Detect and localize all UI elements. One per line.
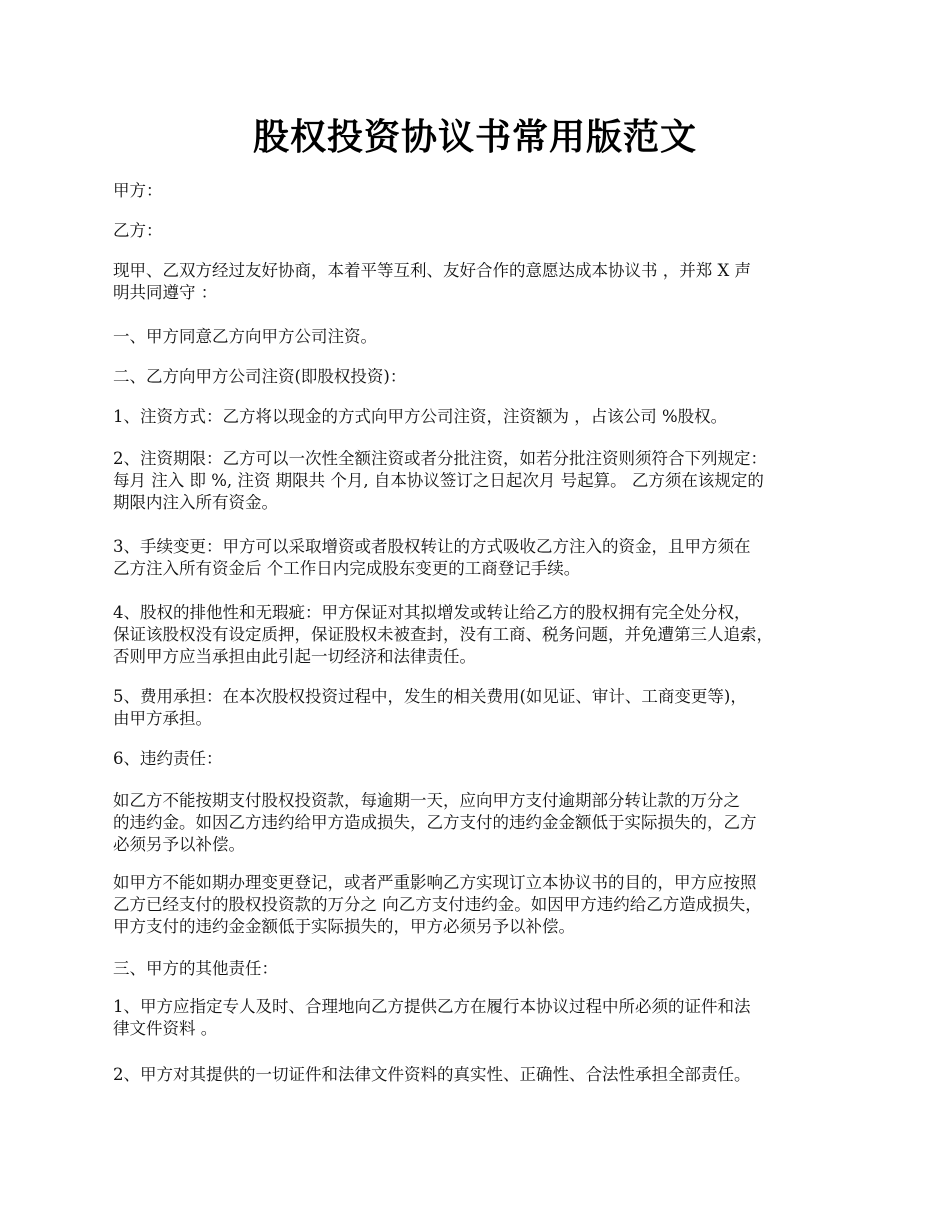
paragraph-party-a bbox=[113, 180, 853, 202]
text-line: 二、乙方向甲方公司注资(即股权投资)： bbox=[113, 367, 407, 386]
paragraph-clause-2-6-a bbox=[113, 790, 853, 856]
text-line: 如乙方不能按期支付股权投资款，每逾期一天，应向甲方支付逾期部分转让款的万分之 bbox=[113, 791, 740, 810]
text-line: 期限内注入所有资金。 bbox=[113, 493, 278, 512]
text-line: 一、甲方同意乙方向甲方公司注资。 bbox=[113, 327, 377, 346]
paragraph-clause-3-1 bbox=[113, 996, 853, 1040]
paragraph-clause-3 bbox=[113, 958, 853, 980]
text-line: 每月 注入 即 %, 注资 期限共 个月, 自本协议签订之日起次月 号起算。 乙方须在该规定的 bbox=[113, 471, 764, 490]
paragraph-clause-1 bbox=[113, 326, 853, 348]
paragraph-clause-2 bbox=[113, 366, 853, 388]
document-title: 股权投资协议书常用版范文 bbox=[252, 116, 697, 158]
text-line: 3、手续变更：甲方可以采取增资或者股权转让的方式吸收乙方注入的资金，且甲方须在 bbox=[113, 537, 751, 556]
text-line: 如甲方不能如期办理变更登记，或者严重影响乙方实现订立本协议书的目的，甲方应按照 bbox=[113, 873, 757, 892]
paragraph-clause-2-3 bbox=[113, 536, 853, 580]
text-line: 1、甲方应指定专人及时、合理地向乙方提供乙方在履行本协议过程中所必须的证件和法 bbox=[113, 997, 751, 1016]
text-line: 乙方： bbox=[113, 221, 163, 240]
paragraph-clause-2-5 bbox=[113, 686, 853, 730]
text-line: 1、注资方式：乙方将以现金的方式向甲方公司注资，注资额为 ，占该公司 %股权。 bbox=[113, 407, 728, 426]
text-line: 乙方注入所有资金后 个工作日内完成股东变更的工商登记手续。 bbox=[113, 559, 581, 578]
paragraph-party-b bbox=[113, 220, 853, 242]
paragraph-clause-2-4 bbox=[113, 602, 853, 668]
text-line: 保证该股权没有设定质押，保证股权未被查封，没有工商、税务问题，并免遭第三人追索， bbox=[113, 625, 773, 644]
paragraph-clause-2-6 bbox=[113, 748, 853, 770]
paragraph-preamble bbox=[113, 260, 853, 304]
paragraph-clause-2-6-b bbox=[113, 872, 853, 938]
text-line: 否则甲方应当承担由此引起一切经济和法律责任。 bbox=[113, 647, 476, 666]
text-line: 6、违约责任： bbox=[113, 749, 223, 768]
text-line: 的违约金。如因乙方违约给甲方造成损失，乙方支付的违约金金额低于实际损失的，乙方 bbox=[113, 813, 757, 832]
text-line: 乙方已经支付的股权投资款的万分之 向乙方支付违约金。如因甲方违约给乙方造成损失， bbox=[113, 895, 762, 914]
text-line: 甲方支付的违约金金额低于实际损失的，甲方必须另予以补偿。 bbox=[113, 917, 575, 936]
paragraph-clause-2-1 bbox=[113, 406, 853, 428]
text-line: 必须另予以补偿。 bbox=[113, 835, 245, 854]
text-line: 现甲、乙双方经过友好协商，本着平等互利、友好合作的意愿达成本协议书 ，并郑 X 声 bbox=[113, 261, 751, 280]
text-line: 甲方： bbox=[113, 181, 163, 200]
text-line: 2、注资期限：乙方可以一次性全额注资或者分批注资，如若分批注资则须符合下列规定： bbox=[113, 449, 767, 468]
text-line: 4、股权的排他性和无瑕疵：甲方保证对其拟增发或转让给乙方的股权拥有完全处分权， bbox=[113, 603, 751, 622]
text-line: 由甲方承担。 bbox=[113, 709, 212, 728]
paragraph-clause-3-2 bbox=[113, 1064, 853, 1086]
text-line: 律文件资料 。 bbox=[113, 1019, 218, 1038]
text-line: 5、费用承担：在本次股权投资过程中，发生的相关费用(如见证、审计、工商变更等)， bbox=[113, 687, 747, 706]
paragraph-clause-2-2 bbox=[113, 448, 853, 514]
text-line: 2、甲方对其提供的一切证件和法律文件资料的真实性、正确性、合法性承担全部责任。 bbox=[113, 1065, 751, 1084]
text-line: 明共同遵守 ： bbox=[113, 283, 218, 302]
text-line: 三、甲方的其他责任： bbox=[113, 959, 278, 978]
